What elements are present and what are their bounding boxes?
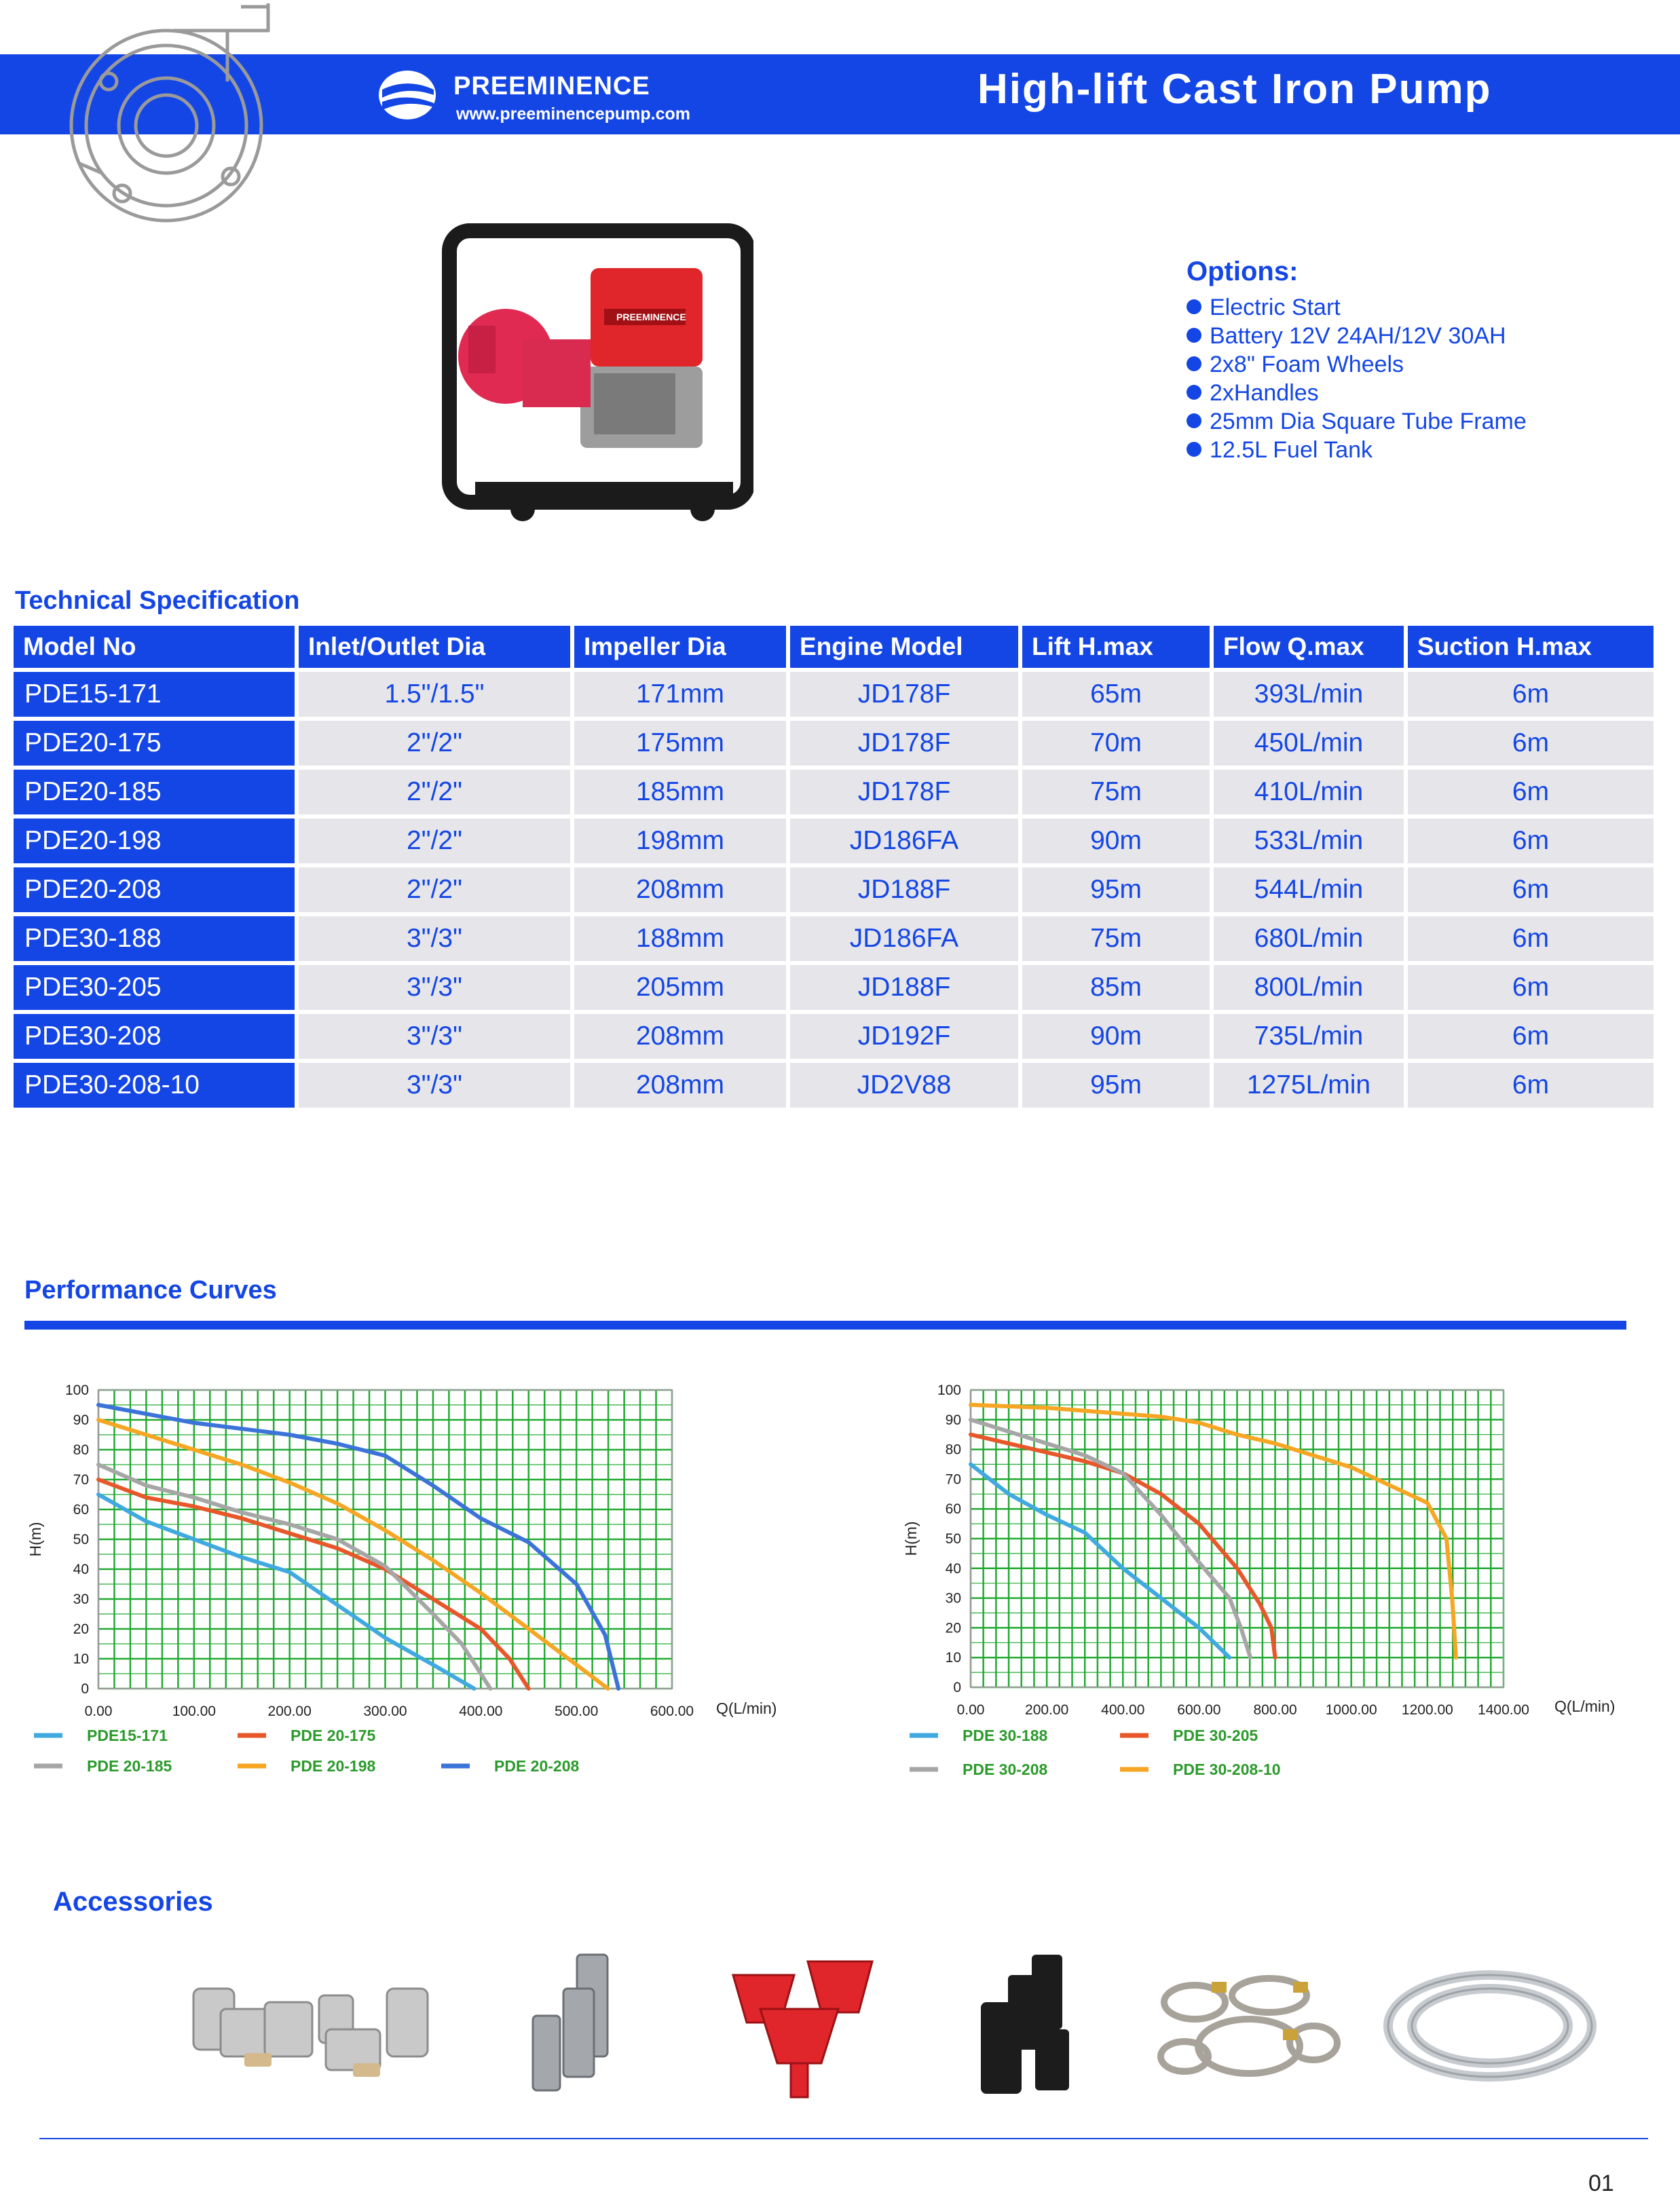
table-cell: 2"/2": [299, 721, 570, 766]
legend-item: [238, 1727, 376, 1744]
page-title: High-lift Cast Iron Pump: [977, 66, 1492, 113]
table-cell: 65m: [1022, 672, 1210, 717]
table-row: [14, 1014, 1654, 1059]
legend-item: [910, 1727, 1048, 1744]
spec-heading: Technical Specification: [15, 586, 300, 615]
column-header: Inlet/Outlet Dia: [299, 626, 570, 668]
table-row: [14, 770, 1654, 814]
series-line-pde-20-208: [98, 1405, 618, 1689]
table-cell: 75m: [1022, 770, 1210, 814]
pump-product-photo: [434, 204, 753, 543]
option-item: [1187, 407, 1527, 436]
bullet-icon: [1187, 413, 1201, 428]
table-cell: 6m: [1408, 867, 1654, 912]
x-tick-label: 600.00: [650, 1704, 694, 1719]
x-tick-label: 500.00: [555, 1704, 599, 1719]
option-item: [1187, 379, 1527, 407]
table-cell: JD178F: [790, 770, 1018, 814]
table-cell: JD178F: [790, 672, 1018, 717]
table-cell: 90m: [1022, 1014, 1210, 1059]
y-tick-label: 100: [937, 1383, 961, 1398]
x-tick-label: 1200.00: [1401, 1702, 1453, 1718]
y-tick-label: 100: [64, 1383, 89, 1398]
table-cell: 800L/min: [1214, 965, 1404, 1010]
table-cell: 75m: [1022, 916, 1210, 961]
model-cell: PDE30-188: [14, 916, 295, 961]
performance-heading: Performance Curves: [24, 1276, 277, 1304]
y-tick-label: 50: [945, 1531, 961, 1547]
table-cell: 171mm: [574, 672, 786, 717]
table-cell: 393L/min: [1214, 672, 1404, 717]
table-cell: JD188F: [790, 965, 1018, 1010]
table-cell: 6m: [1408, 965, 1654, 1010]
options-list: [1187, 293, 1527, 464]
option-label: 2xHandles: [1210, 380, 1319, 406]
y-tick-label: 50: [73, 1532, 89, 1547]
model-cell: PDE15-171: [14, 672, 295, 717]
table-cell: 90m: [1022, 819, 1210, 863]
column-header: Impeller Dia: [574, 626, 786, 668]
legend-item: [238, 1757, 376, 1775]
brand-name: PREEMINENCE: [453, 72, 650, 100]
table-row: [14, 867, 1654, 912]
table-cell: 185mm: [574, 770, 786, 814]
option-item: [1187, 322, 1527, 350]
model-cell: PDE30-208: [14, 1014, 295, 1059]
table-cell: 188mm: [574, 916, 786, 961]
option-label: 2x8" Foam Wheels: [1210, 352, 1404, 377]
x-tick-label: 1000.00: [1325, 1702, 1377, 1718]
page-number: 01: [1588, 2170, 1614, 2196]
table-cell: 6m: [1408, 721, 1654, 766]
y-tick-label: 40: [73, 1562, 89, 1577]
bullet-icon: [1187, 356, 1201, 371]
legend-label: PDE 30-208-10: [1173, 1761, 1281, 1778]
table-cell: 1275L/min: [1214, 1063, 1404, 1108]
brand-logo-icon: [377, 68, 438, 122]
table-row: [14, 965, 1654, 1010]
table-cell: 6m: [1408, 672, 1654, 717]
option-item: [1187, 350, 1527, 379]
y-tick-label: 90: [73, 1412, 89, 1428]
legend-label: PDE 20-185: [87, 1757, 172, 1775]
table-cell: 95m: [1022, 867, 1210, 912]
y-tick-label: 80: [73, 1442, 89, 1458]
legend-label: PDE 30-188: [963, 1727, 1048, 1744]
y-tick-label: 30: [945, 1590, 961, 1606]
performance-chart-pde15-20: [14, 1364, 815, 1799]
legend-label: PDE 20-198: [291, 1757, 376, 1775]
table-row: [14, 916, 1654, 961]
column-header: Engine Model: [790, 626, 1018, 668]
x-axis-label: Q(L/min): [716, 1699, 777, 1717]
table-cell: 6m: [1408, 819, 1654, 863]
suction-hose-image: [1378, 1961, 1602, 2090]
legend-item: [34, 1757, 172, 1775]
table-cell: 6m: [1408, 1063, 1654, 1108]
y-tick-label: 0: [953, 1680, 961, 1695]
x-tick-label: 800.00: [1253, 1702, 1297, 1718]
x-tick-label: 0.00: [84, 1704, 113, 1719]
x-tick-label: 1400.00: [1478, 1702, 1529, 1718]
foot-valves-image: [967, 1948, 1083, 2101]
legend-item: [441, 1757, 580, 1775]
table-cell: 2"/2": [299, 770, 570, 814]
table-cell: 544L/min: [1214, 867, 1404, 912]
y-tick-label: 10: [945, 1650, 961, 1666]
column-header: Lift H.max: [1022, 626, 1210, 668]
legend-item: [34, 1727, 168, 1744]
column-header: Flow Q.max: [1214, 626, 1404, 668]
pump-outline-graphic: [64, 0, 288, 231]
table-cell: 533L/min: [1214, 819, 1404, 863]
legend-item: [910, 1761, 1048, 1778]
option-label: 12.5L Fuel Tank: [1210, 437, 1373, 463]
x-tick-label: 300.00: [363, 1704, 407, 1719]
accessories-heading: Accessories: [53, 1887, 213, 1917]
table-cell: 6m: [1408, 916, 1654, 961]
model-cell: PDE30-208-10: [14, 1063, 295, 1108]
y-tick-label: 70: [73, 1472, 89, 1488]
y-tick-label: 80: [945, 1442, 961, 1458]
column-header: Model No: [14, 626, 295, 668]
legend-label: PDE15-171: [87, 1727, 168, 1744]
table-cell: 70m: [1022, 721, 1210, 766]
legend-label: PDE 30-208: [963, 1761, 1048, 1778]
bullet-icon: [1187, 385, 1201, 400]
y-tick-label: 70: [945, 1471, 961, 1488]
option-item: [1187, 436, 1527, 464]
table-cell: 3"/3": [299, 1014, 570, 1059]
y-tick-label: 60: [73, 1502, 89, 1518]
performance-chart-pde30: [889, 1364, 1656, 1799]
x-axis-label: Q(L/min): [1554, 1697, 1616, 1715]
y-tick-label: 90: [945, 1412, 961, 1428]
table-cell: 205mm: [574, 965, 786, 1010]
y-axis-label: H(m): [26, 1522, 44, 1557]
x-tick-label: 600.00: [1177, 1702, 1221, 1718]
options-title: Options:: [1187, 257, 1299, 286]
x-tick-label: 0.00: [956, 1702, 985, 1718]
table-cell: 680L/min: [1214, 916, 1404, 961]
table-row: [14, 721, 1654, 766]
table-cell: 208mm: [574, 1014, 786, 1059]
y-tick-label: 30: [73, 1592, 89, 1607]
table-cell: JD178F: [790, 721, 1018, 766]
column-header: Suction H.max: [1408, 626, 1654, 668]
table-cell: 410L/min: [1214, 770, 1404, 814]
x-tick-label: 200.00: [267, 1704, 312, 1719]
bullet-icon: [1187, 328, 1201, 343]
y-axis-label: H(m): [902, 1521, 920, 1556]
y-tick-label: 0: [81, 1681, 89, 1697]
option-label: Electric Start: [1210, 295, 1341, 320]
y-tick-label: 60: [945, 1501, 961, 1518]
table-cell: JD188F: [790, 867, 1018, 912]
spec-body: [14, 672, 1654, 1108]
table-cell: JD192F: [790, 1014, 1018, 1059]
camlock-couplings-image: [183, 1961, 441, 2097]
y-tick-label: 40: [945, 1560, 961, 1577]
table-cell: 198mm: [574, 819, 786, 863]
table-cell: 450L/min: [1214, 721, 1404, 766]
performance-divider: [24, 1321, 1626, 1330]
table-row: [14, 672, 1654, 717]
model-cell: PDE20-198: [14, 819, 295, 863]
legend-item: [1120, 1761, 1281, 1778]
table-cell: 208mm: [574, 867, 786, 912]
table-cell: JD186FA: [790, 819, 1018, 863]
option-item: [1187, 293, 1527, 322]
bullet-icon: [1187, 299, 1201, 314]
x-tick-label: 400.00: [1101, 1702, 1145, 1718]
hose-clamps-image: [1154, 1968, 1344, 2090]
table-cell: 1.5"/1.5": [299, 672, 570, 717]
spec-header-row: [14, 626, 1654, 668]
legend-label: PDE 20-175: [291, 1727, 376, 1744]
table-cell: 3"/3": [299, 1063, 570, 1108]
model-cell: PDE20-208: [14, 867, 295, 912]
table-cell: 85m: [1022, 965, 1210, 1010]
x-tick-label: 100.00: [172, 1704, 216, 1719]
y-tick-label: 20: [945, 1620, 961, 1636]
table-cell: 95m: [1022, 1063, 1210, 1108]
y-tick-label: 10: [73, 1651, 89, 1667]
table-cell: 6m: [1408, 770, 1654, 814]
brand-website[interactable]: www.preeminencepump.com: [456, 105, 690, 124]
x-tick-label: 200.00: [1025, 1702, 1069, 1718]
table-cell: 3"/3": [299, 916, 570, 961]
legend-label: PDE 20-208: [494, 1757, 580, 1775]
table-cell: JD2V88: [790, 1063, 1018, 1108]
hose-nipples-image: [523, 1948, 624, 2097]
red-strainers-image: [720, 1948, 882, 2101]
spec-table: [10, 622, 1658, 1112]
table-row: [14, 1063, 1654, 1108]
table-cell: 2"/2": [299, 867, 570, 912]
model-cell: PDE20-185: [14, 770, 295, 814]
option-label: Battery 12V 24AH/12V 30AH: [1210, 323, 1506, 349]
bullet-icon: [1187, 442, 1201, 457]
footer-divider: [39, 2138, 1648, 2139]
option-label: 25mm Dia Square Tube Frame: [1210, 409, 1527, 434]
table-row: [14, 819, 1654, 863]
model-cell: PDE30-205: [14, 965, 295, 1010]
y-tick-label: 20: [73, 1621, 89, 1637]
table-cell: 735L/min: [1214, 1014, 1404, 1059]
legend-label: PDE 30-205: [1173, 1727, 1258, 1744]
table-cell: 208mm: [574, 1063, 786, 1108]
table-cell: JD186FA: [790, 916, 1018, 961]
table-cell: 2"/2": [299, 819, 570, 863]
pump-brand-label: PREEMINENCE: [616, 312, 686, 322]
x-tick-label: 400.00: [459, 1704, 503, 1719]
model-cell: PDE20-175: [14, 721, 295, 766]
table-cell: 3"/3": [299, 965, 570, 1010]
legend-item: [1120, 1727, 1258, 1744]
table-cell: 175mm: [574, 721, 786, 766]
chart-grid: [98, 1390, 672, 1689]
table-cell: 6m: [1408, 1014, 1654, 1059]
